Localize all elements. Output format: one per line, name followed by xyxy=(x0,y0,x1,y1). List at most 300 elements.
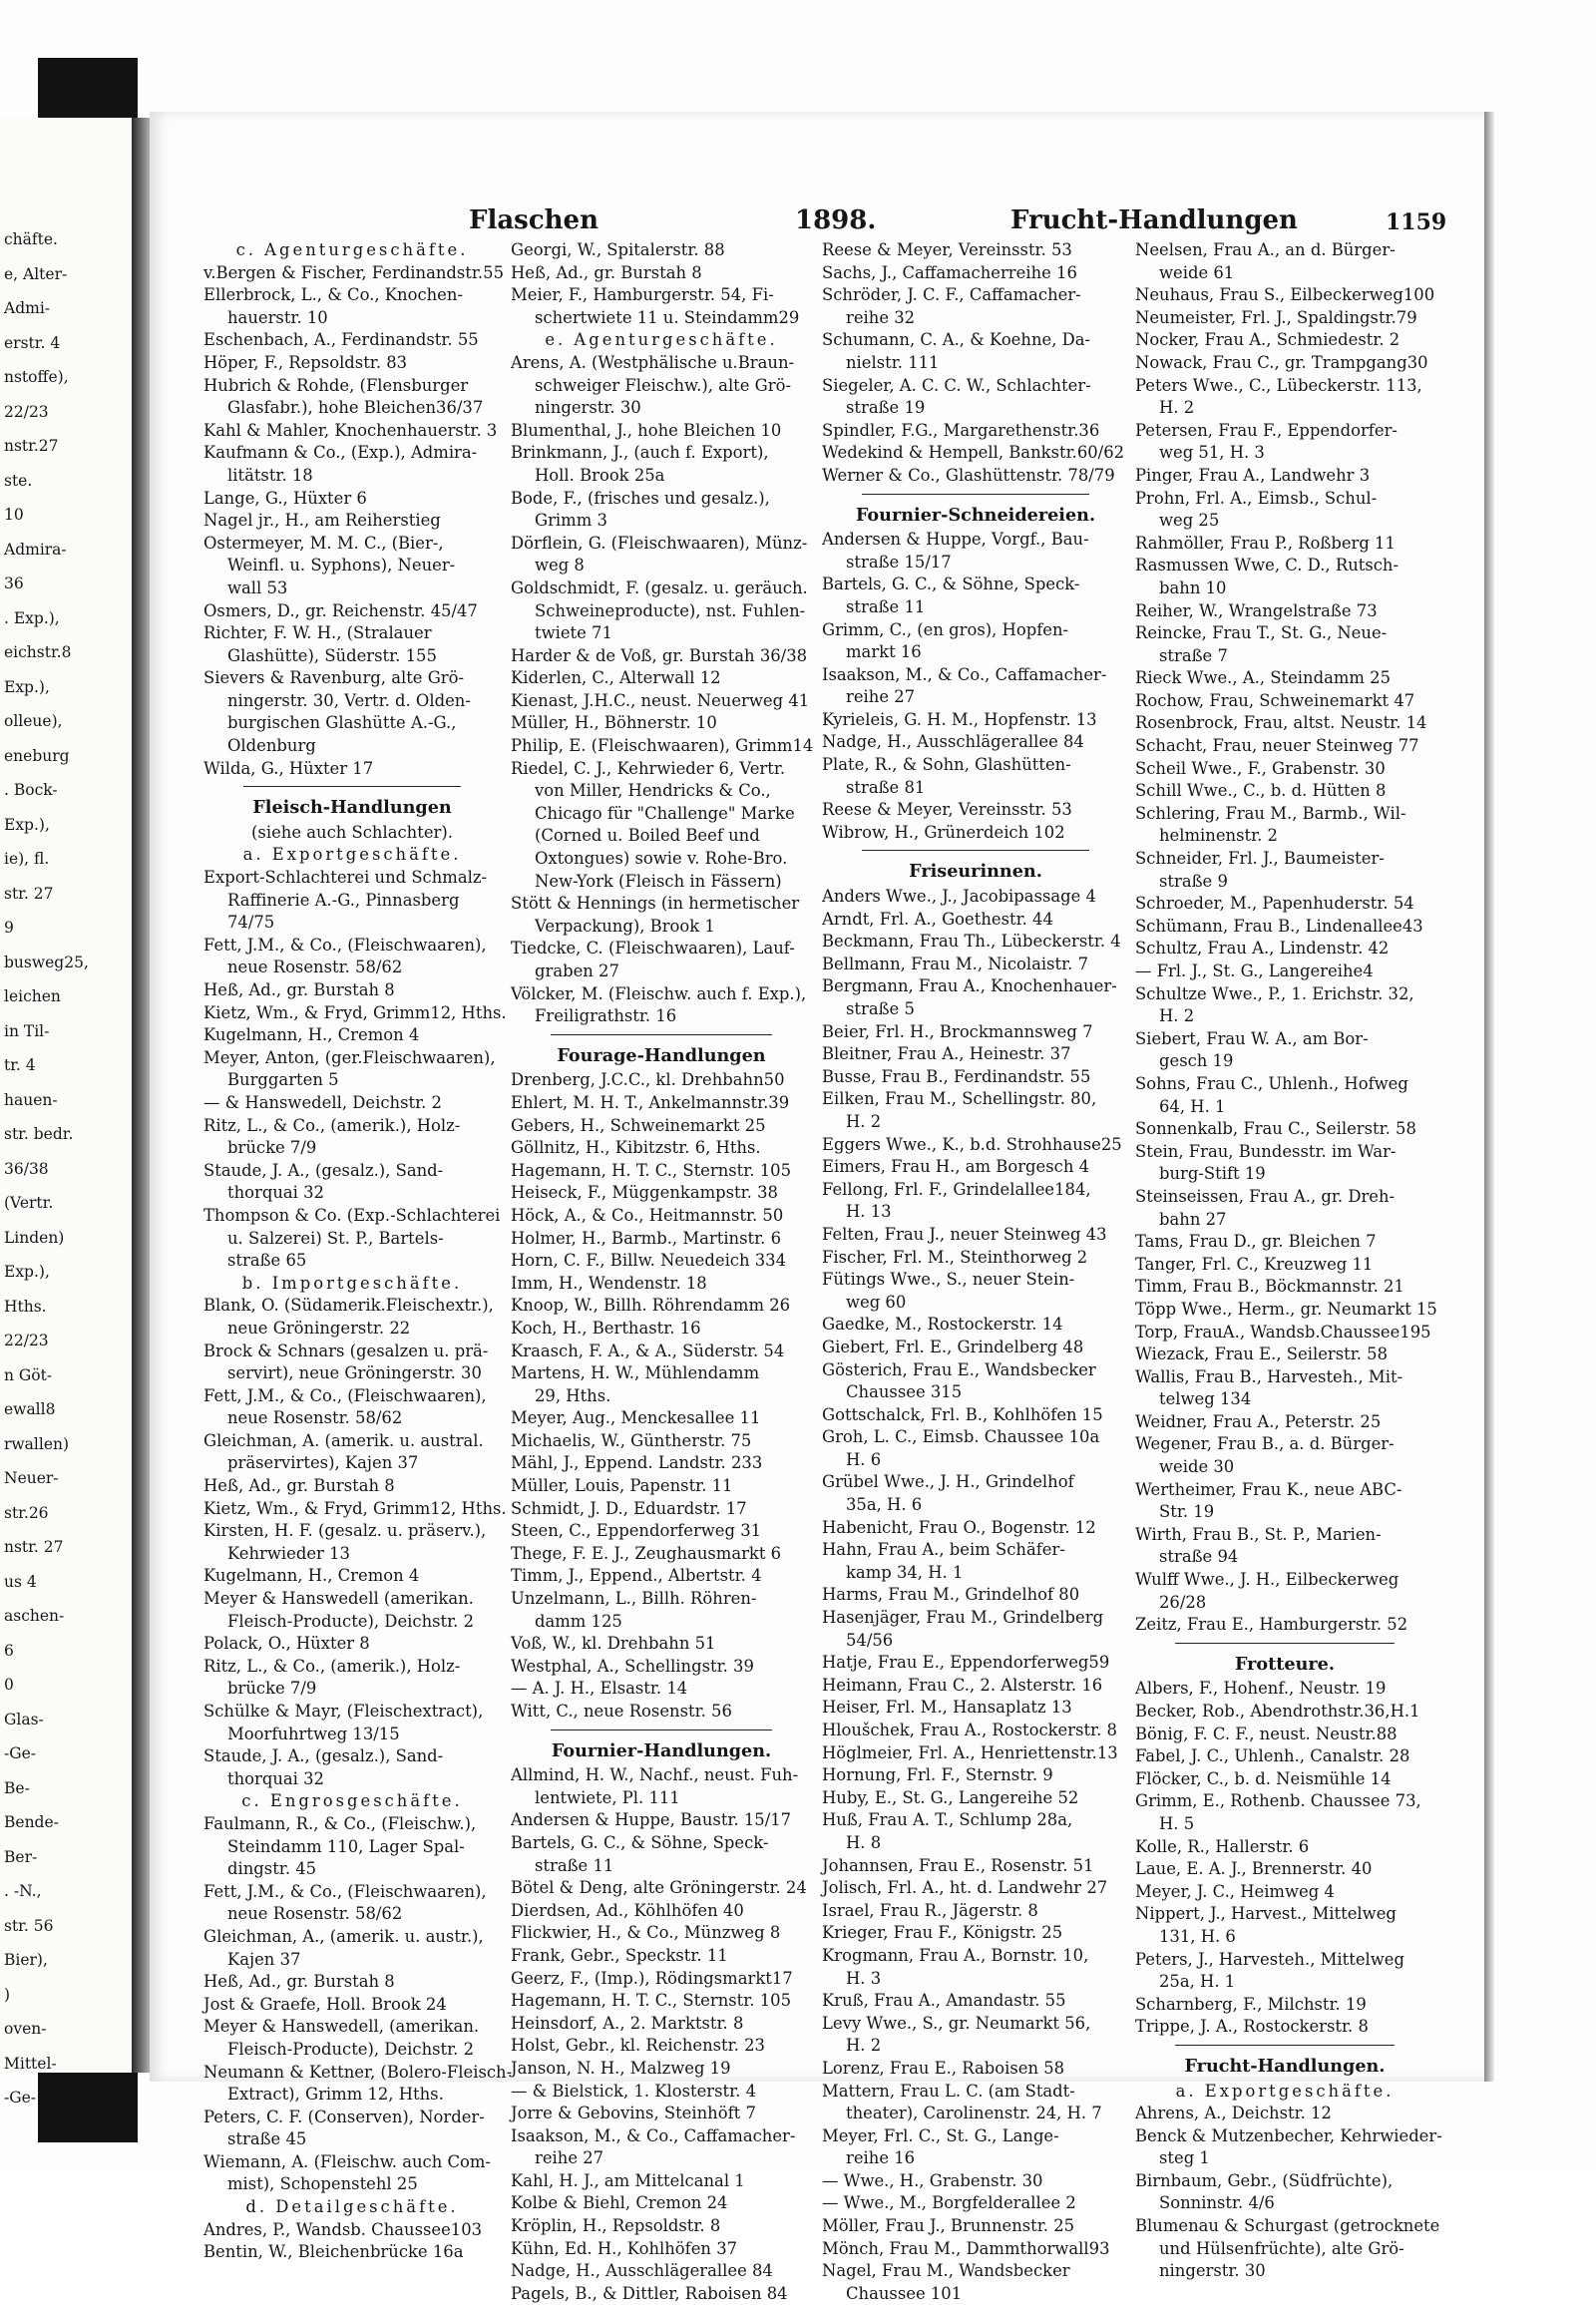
directory-entry: Schlering, Frau M., Barmb., Wil- xyxy=(1135,803,1406,823)
left-page-text-fragment: 0 xyxy=(4,1676,14,1694)
left-page-text-fragment: Bende- xyxy=(4,1813,59,1831)
directory-entry-continuation: 25a, H. 1 xyxy=(1159,1972,1236,1992)
left-page-text-fragment: Exp.), xyxy=(4,815,50,834)
directory-entry: Heß, Ad., gr. Burstah 8 xyxy=(511,262,702,282)
directory-entry: Hahn, Frau A., beim Schäfer- xyxy=(822,1540,1065,1560)
directory-entry: Johannsen, Frau E., Rosenstr. 51 xyxy=(822,1855,1094,1875)
directory-entry-continuation: servirt), neue Gröningerstr. 30 xyxy=(227,1363,482,1383)
directory-entry-continuation: von Miller, Hendricks & Co., xyxy=(535,781,771,801)
directory-entry: Isaakson, M., & Co., Caffamacher- xyxy=(511,2125,796,2145)
directory-entry-continuation: markt 16 xyxy=(846,642,922,662)
directory-entry-continuation: damm 125 xyxy=(535,1611,622,1631)
directory-entry-continuation: Chaussee 101 xyxy=(846,2283,963,2303)
directory-entry: Gösterich, Frau E., Wandsbecker xyxy=(822,1359,1096,1379)
directory-entry-continuation: reihe 27 xyxy=(535,2148,604,2168)
directory-entry-continuation: (Corned u. Boiled Beef und xyxy=(535,826,760,846)
directory-entry: Reiher, W., Wrangelstraße 73 xyxy=(1135,600,1378,620)
directory-entry: Koch, H., Berthastr. 16 xyxy=(511,1318,701,1338)
directory-entry: Martens, H. W., Mühlendamm xyxy=(511,1363,760,1383)
directory-entry: Gaedke, M., Rostockerstr. 14 xyxy=(822,1315,1063,1335)
directory-entry: Lorenz, Frau E., Raboisen 58 xyxy=(822,2058,1065,2078)
directory-entry-continuation: 131, H. 6 xyxy=(1159,1926,1236,1946)
directory-entry: Becker, Rob., Abendrothstr.36,H.1 xyxy=(1135,1702,1420,1721)
directory-entry: Jorre & Gebovins, Steinhöft 7 xyxy=(511,2104,756,2123)
directory-entry: Beier, Frl. H., Brockmannsweg 7 xyxy=(822,1021,1093,1041)
directory-entry: Neumann & Kettner, (Bolero-Fleisch- xyxy=(203,2062,513,2082)
directory-entry: Anders Wwe., J., Jacobipassage 4 xyxy=(822,887,1096,907)
directory-entry: Heimann, Frau C., 2. Alsterstr. 16 xyxy=(822,1675,1103,1695)
directory-entry: Heß, Ad., gr. Burstah 8 xyxy=(203,1476,395,1496)
directory-entry: Nagel, Frau M., Wandsbecker xyxy=(822,2261,1070,2281)
left-page-text-fragment: 36 xyxy=(4,575,24,592)
directory-entry: Jost & Graefe, Holl. Brook 24 xyxy=(203,1994,447,2014)
left-page-text-fragment: Mittel- xyxy=(4,2054,57,2073)
directory-entry: Heß, Ad., gr. Burstah 8 xyxy=(203,980,395,999)
directory-entry: Sievers & Ravenburg, alte Grö- xyxy=(203,668,465,688)
directory-entry-continuation: straße 7 xyxy=(1159,645,1228,665)
directory-entry-continuation: weg 8 xyxy=(535,556,585,576)
directory-entry: Georgi, W., Spitalerstr. 88 xyxy=(511,240,725,259)
subsection-heading: b. Importgeschäfte. xyxy=(241,1273,463,1293)
directory-entry: — & Hanswedell, Deichstr. 2 xyxy=(203,1092,442,1112)
directory-entry: Wiemann, A. (Fleischw. auch Com- xyxy=(203,2151,491,2171)
directory-entry: Nagel jr., H., am Reiherstieg xyxy=(203,511,441,531)
directory-entry-continuation: Weinfl. u. Syphons), Neuer- xyxy=(227,556,456,576)
directory-entry: Plate, R., & Sohn, Glashütten- xyxy=(822,755,1071,775)
directory-entry: Kröplin, H., Repsoldstr. 8 xyxy=(511,2216,721,2236)
directory-entry-continuation: neue Rosenstr. 58/62 xyxy=(227,1904,403,1924)
directory-entry-continuation: H. 13 xyxy=(846,1202,892,1222)
section-rule xyxy=(1175,1643,1395,1644)
left-page-text-fragment: Exp.), xyxy=(4,1263,50,1281)
running-header-left: Flaschen xyxy=(469,205,598,235)
left-page-fragment xyxy=(0,118,132,2107)
directory-entry: Thompson & Co. (Exp.-Schlachterei xyxy=(203,1205,501,1225)
left-page-text-fragment: n Göt- xyxy=(4,1365,53,1384)
directory-entry: Weidner, Frau A., Peterstr. 25 xyxy=(1135,1411,1382,1431)
directory-entry: Huß, Frau A. T., Schlump 28a, xyxy=(822,1810,1073,1830)
directory-entry: Huby, E., St. G., Langereihe 52 xyxy=(822,1787,1079,1807)
directory-entry: Meyer, J. C., Heimweg 4 xyxy=(1135,1881,1335,1901)
directory-entry: Kirsten, H. F. (gesalz. u. präserv.), xyxy=(203,1521,487,1541)
directory-entry: Kolle, R., Hallerstr. 6 xyxy=(1135,1836,1310,1856)
directory-entry-continuation: 26/28 xyxy=(1159,1592,1207,1612)
left-page-text-fragment: Neuer- xyxy=(4,1469,59,1487)
directory-entry: Steinseissen, Frau A., gr. Dreh- xyxy=(1135,1186,1396,1206)
directory-entry: Fett, J.M., & Co., (Fleischwaaren), xyxy=(203,1385,487,1405)
directory-entry: Prohn, Frl. A., Eimsb., Schul- xyxy=(1135,488,1378,508)
left-page-text-fragment: Bier), xyxy=(4,1951,48,1969)
directory-entry: Voß, W., kl. Drehbahn 51 xyxy=(511,1634,716,1654)
directory-entry: Tanger, Frl. C., Kreuzweg 11 xyxy=(1135,1254,1374,1274)
directory-entry: Geerz, F., (Imp.), Rödingsmarkt17 xyxy=(511,1968,793,1988)
directory-entry-continuation: steg 1 xyxy=(1159,2148,1210,2168)
directory-entry: Schumann, C. A., & Koehne, Da- xyxy=(822,330,1091,350)
directory-entry: Völcker, M. (Fleischw. auch f. Exp.), xyxy=(511,983,807,1003)
directory-entry: Isaakson, M., & Co., Caffamacher- xyxy=(822,664,1107,684)
directory-entry-continuation: Schweineproducte), nst. Fuhlen- xyxy=(535,600,806,620)
directory-entry: Busse, Frau B., Ferdinandstr. 55 xyxy=(822,1066,1091,1086)
left-page-text-fragment: eichstr.8 xyxy=(4,643,72,661)
directory-entry: Kahl, H. J., am Mittelcanal 1 xyxy=(511,2170,745,2190)
directory-entry: Wirth, Frau B., St. P., Marien- xyxy=(1135,1524,1382,1544)
directory-entry-continuation: dingstr. 45 xyxy=(227,1859,317,1879)
directory-entry: Meyer, Frl. C., St. G., Lange- xyxy=(822,2125,1059,2145)
left-page-text-fragment: hauen- xyxy=(4,1090,58,1109)
directory-entry: Schmidt, J. D., Eduardstr. 17 xyxy=(511,1498,747,1518)
left-page-text-fragment: in Til- xyxy=(4,1021,50,1040)
directory-entry: Rochow, Frau, Schweinemarkt 47 xyxy=(1135,690,1415,710)
directory-entry: Fellong, Frl. F., Grindelallee184, xyxy=(822,1179,1091,1199)
directory-entry: Harms, Frau M., Grindelhof 80 xyxy=(822,1585,1080,1605)
directory-entry-continuation: neue Gröningerstr. 22 xyxy=(227,1318,411,1338)
directory-entry-continuation: Raffinerie A.-G., Pinnasberg xyxy=(227,890,460,910)
directory-entry: Staude, J. A., (gesalz.), Sand- xyxy=(203,1160,444,1180)
directory-entry: Meyer, Aug., Menckesallee 11 xyxy=(511,1408,761,1428)
left-page-text-fragment: Glas- xyxy=(4,1710,44,1729)
directory-entry: Richter, F. W. H., (Stralauer xyxy=(203,623,432,643)
left-page-text-fragment: chäfte. xyxy=(4,230,58,248)
directory-entry: Faulmann, R., & Co., (Fleischw.), xyxy=(203,1813,477,1833)
directory-entry: — Wwe., H., Grabenstr. 30 xyxy=(822,2170,1043,2190)
directory-entry: Höck, A., & Co., Heitmannstr. 50 xyxy=(511,1205,784,1225)
directory-entry-continuation: gesch 19 xyxy=(1159,1051,1234,1071)
directory-entry-continuation: H. 2 xyxy=(846,1111,882,1131)
directory-entry: Blumenthal, J., hohe Bleichen 10 xyxy=(511,420,782,440)
directory-entry: Peters Wwe., C., Lübeckerstr. 113, xyxy=(1135,375,1422,395)
directory-entry: Peters, C. F. (Conserven), Norder- xyxy=(203,2107,485,2126)
directory-entry: Andersen & Huppe, Baustr. 15/17 xyxy=(511,1810,792,1830)
directory-entry: Neelsen, Frau A., an d. Bürger- xyxy=(1135,240,1396,259)
directory-entry: Ritz, L., & Co., (amerik.), Holz- xyxy=(203,1115,461,1135)
directory-entry: Pagels, B., & Dittler, Raboisen 84 xyxy=(511,2283,788,2303)
directory-entry: Schröder, J. C. F., Caffamacher- xyxy=(822,285,1081,305)
directory-entry: Israel, Frau R., Jägerstr. 8 xyxy=(822,1900,1038,1920)
directory-entry-continuation: ningerstr. 30 xyxy=(535,398,641,418)
directory-entry: Wilda, G., Hüxter 17 xyxy=(203,758,374,778)
directory-entry: Peters, J., Harvesteh., Mittelweg xyxy=(1135,1949,1404,1969)
directory-entry-continuation: twiete 71 xyxy=(535,623,612,643)
left-page-text-fragment: (Vertr. xyxy=(4,1194,54,1212)
directory-entry-continuation: weg 25 xyxy=(1159,511,1220,531)
left-page-text-fragment: Exp.), xyxy=(4,677,50,696)
subsection-heading: a. Exportgeschäfte. xyxy=(242,845,462,865)
left-page-text-fragment: ewall8 xyxy=(4,1400,56,1418)
left-page-text-fragment: 36/38 xyxy=(4,1159,49,1178)
directory-entry: Blank, O. (Südamerik.Fleischextr.), xyxy=(203,1296,494,1316)
directory-entry: Knoop, W., Billh. Röhrendamm 26 xyxy=(511,1296,791,1316)
directory-entry-continuation: neue Rosenstr. 58/62 xyxy=(227,958,403,977)
directory-entry: Nocker, Frau A., Schmiedestr. 2 xyxy=(1135,330,1400,350)
directory-entry-continuation: neue Rosenstr. 58/62 xyxy=(227,1408,403,1428)
directory-entry: Levy Wwe., S., gr. Neumarkt 56, xyxy=(822,2013,1091,2033)
left-page-text-fragment: nstr. 27 xyxy=(4,1538,64,1556)
directory-entry-continuation: weide 61 xyxy=(1159,262,1235,282)
directory-entry-continuation: H. 5 xyxy=(1159,1813,1195,1833)
directory-entry-continuation: Fleisch-Producte), Deichstr. 2 xyxy=(227,1611,475,1631)
directory-entry: — Wwe., M., Borgfelderallee 2 xyxy=(822,2193,1076,2213)
directory-entry-continuation: Grimm 3 xyxy=(535,511,607,531)
directory-entry-continuation: Extract), Grimm 12, Hths. xyxy=(227,2085,444,2105)
directory-entry: Nadge, H., Ausschlägerallee 84 xyxy=(511,2261,773,2281)
directory-entry: Schneider, Frl. J., Baumeister- xyxy=(1135,849,1385,869)
subsection-heading: a. Exportgeschäfte. xyxy=(1175,2081,1395,2101)
directory-entry: Habenicht, Frau O., Bogenstr. 12 xyxy=(822,1517,1096,1537)
directory-entry: Hagemann, H. T. C., Sternstr. 105 xyxy=(511,1160,791,1180)
directory-entry: Flöcker, C., b. d. Neismühle 14 xyxy=(1135,1768,1392,1788)
left-page-text-fragment: olleue), xyxy=(4,712,63,730)
directory-entry-continuation: brücke 7/9 xyxy=(227,1679,317,1699)
directory-entry: Holmer, H., Barmb., Martinstr. 6 xyxy=(511,1228,781,1248)
directory-entry: Schultze Wwe., P., 1. Erichstr. 32, xyxy=(1135,983,1414,1003)
page-number: 1159 xyxy=(1386,209,1447,235)
directory-entry: Bode, F., (frisches und gesalz.), xyxy=(511,488,770,508)
directory-entry: Westphal, A., Schellingstr. 39 xyxy=(511,1656,754,1676)
directory-entry: Schill Wwe., C., b. d. Hütten 8 xyxy=(1135,781,1387,801)
directory-entry-continuation: wall 53 xyxy=(227,577,288,597)
directory-entry: Hasenjäger, Frau M., Grindelberg xyxy=(822,1608,1104,1628)
directory-entry: Ehlert, M. H. T., Ankelmannstr.39 xyxy=(511,1092,790,1112)
directory-entry-continuation: brücke 7/9 xyxy=(227,1138,317,1158)
directory-entry-continuation: weide 30 xyxy=(1159,1457,1235,1477)
directory-entry: Hagemann, H. T. C., Sternstr. 105 xyxy=(511,1991,791,2011)
directory-entry-continuation: straße 11 xyxy=(846,596,926,616)
directory-entry-continuation: kamp 34, H. 1 xyxy=(846,1562,964,1582)
directory-entry: Fett, J.M., & Co., (Fleischwaaren), xyxy=(203,935,487,955)
directory-entry: Müller, Louis, Papenstr. 11 xyxy=(511,1476,733,1496)
directory-entry-continuation: graben 27 xyxy=(535,961,619,980)
directory-entry: Kolbe & Biehl, Cremon 24 xyxy=(511,2193,728,2213)
directory-entry: Drenberg, J.C.C., kl. Drehbahn50 xyxy=(511,1070,785,1090)
directory-entry: Tiedcke, C. (Fleischwaaren), Lauf- xyxy=(511,939,795,959)
directory-entry: Hornung, Frl. F., Sternstr. 9 xyxy=(822,1765,1053,1785)
directory-entry-continuation: reihe 27 xyxy=(846,687,916,707)
directory-entry: Unzelmann, L., Billh. Röhren- xyxy=(511,1589,757,1609)
directory-entry: Schümann, Frau B., Lindenallee43 xyxy=(1135,916,1423,936)
directory-entry: Petersen, Frau F., Eppendorfer- xyxy=(1135,420,1397,440)
directory-entry-continuation: 64, H. 1 xyxy=(1159,1096,1226,1116)
directory-entry: Rasmussen Wwe, C. D., Rutsch- xyxy=(1135,556,1399,576)
directory-entry: Steen, C., Eppendorferweg 31 xyxy=(511,1521,762,1541)
directory-entry: Philip, E. (Fleischwaaren), Grimm14 xyxy=(511,736,814,756)
directory-column-4 xyxy=(1135,239,1442,2283)
directory-entry: Brock & Schnars (gesalzen u. prä- xyxy=(203,1341,489,1360)
directory-entry: Wibrow, H., Grünerdeich 102 xyxy=(822,822,1065,842)
directory-entry-continuation: helminenstr. 2 xyxy=(1159,826,1278,846)
subsection-heading: c. Agenturgeschäfte. xyxy=(235,240,469,259)
left-page-text-fragment: Linden) xyxy=(4,1228,65,1247)
directory-entry: Timm, Frau B., Böckmannstr. 21 xyxy=(1135,1277,1404,1297)
directory-entry: Meyer, Anton, (ger.Fleischwaaren), xyxy=(203,1047,496,1067)
directory-entry: Schultz, Frau A., Lindenstr. 42 xyxy=(1135,939,1390,959)
directory-entry: Kugelmann, H., Cremon 4 xyxy=(203,1025,420,1045)
subsection-heading: d. Detailgeschäfte. xyxy=(245,2197,459,2217)
directory-entry: Kühn, Ed. H., Kohlhöfen 37 xyxy=(511,2238,738,2258)
directory-entry: Heinsdorf, A., 2. Marktstr. 8 xyxy=(511,2013,744,2033)
directory-entry: Meyer & Hanswedell (amerikan. xyxy=(203,1589,474,1609)
page-edge xyxy=(1484,112,1494,2082)
left-page-text-fragment: str. bedr. xyxy=(4,1125,74,1143)
section-heading: Frotteure. xyxy=(1234,1653,1335,1675)
directory-entry: Siebert, Frau W. A., am Bor- xyxy=(1135,1028,1369,1048)
directory-entry-continuation: Holl. Brook 25a xyxy=(535,465,665,485)
directory-entry-continuation: und Hülsenfrüchte), alte Grö- xyxy=(1159,2238,1404,2258)
left-page-text-fragment: Hths. xyxy=(4,1297,47,1316)
directory-entry: Höper, F., Repsoldstr. 83 xyxy=(203,352,408,372)
left-page-text-fragment: nstoffe), xyxy=(4,368,69,386)
directory-entry: Neumeister, Frl. J., Spaldingstr.79 xyxy=(1135,307,1417,327)
directory-entry: Ahrens, A., Deichstr. 12 xyxy=(1135,2104,1332,2123)
directory-entry: Janson, N. H., Malzweg 19 xyxy=(511,2058,731,2078)
directory-entry: Wedekind & Hempell, Bankstr.60/62 xyxy=(822,443,1125,463)
directory-entry-continuation: 74/75 xyxy=(227,913,275,933)
left-page-text-fragment: 9 xyxy=(4,919,14,937)
directory-entry: Sachs, J., Caffamacherreihe 16 xyxy=(822,262,1077,282)
directory-entry: Kietz, Wm., & Fryd, Grimm12, Hths. xyxy=(203,1002,507,1022)
directory-entry-continuation: H. 2 xyxy=(1159,1006,1195,1026)
directory-entry-continuation: New-York (Fleisch in Fässern) xyxy=(535,871,782,891)
directory-entry: Mönch, Frau M., Dammthorwall93 xyxy=(822,2238,1110,2258)
directory-entry-continuation: bahn 27 xyxy=(1159,1209,1227,1229)
directory-entry-continuation: straße 65 xyxy=(227,1251,307,1271)
directory-entry: Mattern, Frau L. C. (am Stadt- xyxy=(822,2081,1075,2101)
directory-entry-continuation: H. 2 xyxy=(1159,398,1195,418)
directory-entry: Sonnenkalb, Frau C., Seilerstr. 58 xyxy=(1135,1119,1416,1139)
directory-entry-continuation: burgischen Glashütte A.-G., xyxy=(227,713,457,733)
directory-entry: Horn, C. F., Billw. Neuedeich 334 xyxy=(511,1251,787,1271)
section-note: (siehe auch Schlachter). xyxy=(251,822,453,842)
left-page-text-fragment: erstr. 4 xyxy=(4,333,61,352)
directory-entry: Groh, L. C., Eimsb. Chaussee 10a xyxy=(822,1427,1100,1447)
directory-entry-continuation: Chaussee 315 xyxy=(846,1382,963,1402)
directory-entry-continuation: thorquai 32 xyxy=(227,1183,324,1203)
directory-entry: Bentin, W., Bleichenbrücke 16a xyxy=(203,2242,464,2262)
directory-entry: Lange, G., Hüxter 6 xyxy=(203,488,367,508)
directory-entry-continuation: H. 3 xyxy=(846,1968,882,1988)
directory-entry: Eggers Wwe., K., b.d. Strohhause25 xyxy=(822,1134,1122,1154)
directory-entry-continuation: straße 9 xyxy=(1159,871,1228,891)
directory-entry: Stött & Hennings (in hermetischer xyxy=(511,894,800,914)
directory-entry: Polack, O., Hüxter 8 xyxy=(203,1634,370,1654)
directory-entry: Pinger, Frau A., Landwehr 3 xyxy=(1135,465,1371,485)
directory-entry: Gleichman, A. (amerik. u. austral. xyxy=(203,1430,484,1450)
left-page-text-fragment: str.26 xyxy=(4,1503,49,1522)
directory-entry: Kyrieleis, G. H. M., Hopfenstr. 13 xyxy=(822,709,1097,729)
directory-entry-continuation: 35a, H. 6 xyxy=(846,1495,923,1515)
directory-entry: Imm, H., Wendenstr. 18 xyxy=(511,1273,707,1293)
directory-entry-continuation: Kajen 37 xyxy=(227,1949,301,1969)
left-page-text-fragment: rwallen) xyxy=(4,1434,70,1453)
directory-entry: Meier, F., Hamburgerstr. 54, Fi- xyxy=(511,285,774,305)
directory-entry-continuation: nielstr. 111 xyxy=(846,352,940,372)
directory-entry-continuation: Freiligrathstr. 16 xyxy=(535,1006,677,1026)
directory-entry: Riedel, C. J., Kehrwieder 6, Vertr. xyxy=(511,758,786,778)
directory-entry: Grimm, C., (en gros), Hopfen- xyxy=(822,619,1069,639)
directory-entry: Rosenbrock, Frau, altst. Neustr. 14 xyxy=(1135,713,1427,733)
left-page-text-fragment: . -N., xyxy=(4,1882,42,1900)
section-heading: Fournier-Schneidereien. xyxy=(855,504,1096,526)
directory-entry: Nadge, H., Ausschlägerallee 84 xyxy=(822,732,1084,752)
left-page-text-fragment: oven- xyxy=(4,2020,47,2038)
directory-entry-continuation: ningerstr. 30 xyxy=(1159,2261,1266,2281)
directory-entry-continuation: straße 15/17 xyxy=(846,552,952,572)
directory-entry: Fütings Wwe., S., neuer Stein- xyxy=(822,1270,1075,1290)
directory-entry: Reincke, Frau T., St. G., Neue- xyxy=(1135,623,1388,643)
directory-entry-continuation: straße 45 xyxy=(227,2129,307,2149)
left-page-text-fragment: ie), fl. xyxy=(4,850,50,868)
directory-entry-continuation: bahn 10 xyxy=(1159,577,1227,597)
left-page-text-fragment: Ber- xyxy=(4,1847,38,1866)
left-page-text-fragment: aschen- xyxy=(4,1607,65,1625)
directory-entry: Hatje, Frau E., Eppendorferweg59 xyxy=(822,1653,1110,1673)
directory-entry: Krogmann, Frau A., Bornstr. 10, xyxy=(822,1945,1089,1965)
directory-entry: Kruß, Frau A., Amandastr. 55 xyxy=(822,1991,1066,2011)
directory-entry: Ritz, L., & Co., (amerik.), Holz- xyxy=(203,1656,461,1676)
left-page-text-fragment: ste. xyxy=(4,471,33,490)
directory-entry: Zeitz, Frau E., Hamburgerstr. 52 xyxy=(1135,1615,1408,1635)
directory-entry: Ellerbrock, L., & Co., Knochen- xyxy=(203,285,463,305)
directory-entry: Kiderlen, C., Alterwall 12 xyxy=(511,668,721,688)
left-page-text-fragment: 22/23 xyxy=(4,1332,49,1349)
directory-entry: Scheil Wwe., F., Grabenstr. 30 xyxy=(1135,758,1386,778)
directory-entry: Eilken, Frau M., Schellingstr. 80, xyxy=(822,1089,1097,1109)
directory-entry-continuation: Burggarten 5 xyxy=(227,1070,339,1090)
directory-entry: Wiezack, Frau E., Seilerstr. 58 xyxy=(1135,1345,1389,1364)
directory-entry: Kraasch, F. A., & A., Süderstr. 54 xyxy=(511,1341,785,1360)
directory-entry: Export-Schlachterei und Schmalz- xyxy=(203,868,488,888)
left-page-text-fragment: 10 xyxy=(4,506,24,524)
directory-entry: Krieger, Frau F., Königstr. 25 xyxy=(822,1923,1063,1943)
directory-entry: Bartels, G. C., & Söhne, Speck- xyxy=(822,575,1080,594)
directory-entry: Nowack, Frau C., gr. Trampgang30 xyxy=(1135,352,1428,372)
left-page-text-fragment: . Exp.), xyxy=(4,608,60,627)
directory-entry: Michaelis, W., Güntherstr. 75 xyxy=(511,1430,752,1450)
directory-entry: Rieck Wwe., A., Steindamm 25 xyxy=(1135,668,1392,688)
directory-entry: Laue, E. A. J., Brennerstr. 40 xyxy=(1135,1859,1373,1879)
left-page-text-fragment: 22/23 xyxy=(4,402,49,421)
directory-entry-continuation: Chicago für "Challenge" Marke xyxy=(535,803,795,823)
directory-entry-continuation: reihe 16 xyxy=(846,2148,916,2168)
directory-entry: Kietz, Wm., & Fryd, Grimm12, Hths. xyxy=(203,1498,507,1518)
directory-entry: Wertheimer, Frau K., neue ABC- xyxy=(1135,1479,1402,1499)
directory-entry-continuation: burg-Stift 19 xyxy=(1159,1164,1266,1184)
directory-entry-continuation: Steindamm 110, Lager Spal- xyxy=(227,1836,465,1856)
directory-entry: Jolisch, Frl. A., ht. d. Landwehr 27 xyxy=(822,1878,1108,1898)
section-heading: Fleisch-Handlungen xyxy=(252,797,452,819)
directory-entry: Andres, P., Wandsb. Chaussee103 xyxy=(203,2219,483,2239)
left-page-text-fragment: leichen xyxy=(4,987,61,1005)
left-page-text-fragment: Be- xyxy=(4,1778,30,1797)
subsection-heading: e. Agenturgeschäfte. xyxy=(545,330,778,350)
directory-entry-continuation: H. 6 xyxy=(846,1449,882,1469)
directory-entry-continuation: hauerstr. 10 xyxy=(227,307,328,327)
left-page-text-fragment: ) xyxy=(4,1985,11,2004)
directory-entry: Andersen & Huppe, Vorgf., Bau- xyxy=(822,530,1089,550)
left-page-text-fragment: busweg25, xyxy=(4,953,89,971)
subsection-heading: c. Engrosgeschäfte. xyxy=(241,1791,463,1811)
directory-entry: Witt, C., neue Rosenstr. 56 xyxy=(511,1702,732,1721)
directory-column-1 xyxy=(203,239,513,2264)
directory-entry-continuation: Sonninstr. 4/6 xyxy=(1159,2193,1275,2213)
directory-entry: — Frl. J., St. G., Langereihe4 xyxy=(1135,961,1374,980)
directory-entry: Höglmeier, Frl. A., Henriettenstr.13 xyxy=(822,1742,1118,1762)
directory-entry: Bleitner, Frau A., Heinestr. 37 xyxy=(822,1044,1071,1064)
directory-entry-continuation: schertwiete 11 u. Steindamm29 xyxy=(535,307,800,327)
directory-entry: Gebers, H., Schweinemarkt 25 xyxy=(511,1115,766,1135)
directory-entry-continuation: H. 2 xyxy=(846,2036,882,2056)
directory-entry: Osmers, D., gr. Reichenstr. 45/47 xyxy=(203,600,478,620)
directory-entry: Wulff Wwe., J. H., Eilbeckerweg xyxy=(1135,1570,1399,1590)
